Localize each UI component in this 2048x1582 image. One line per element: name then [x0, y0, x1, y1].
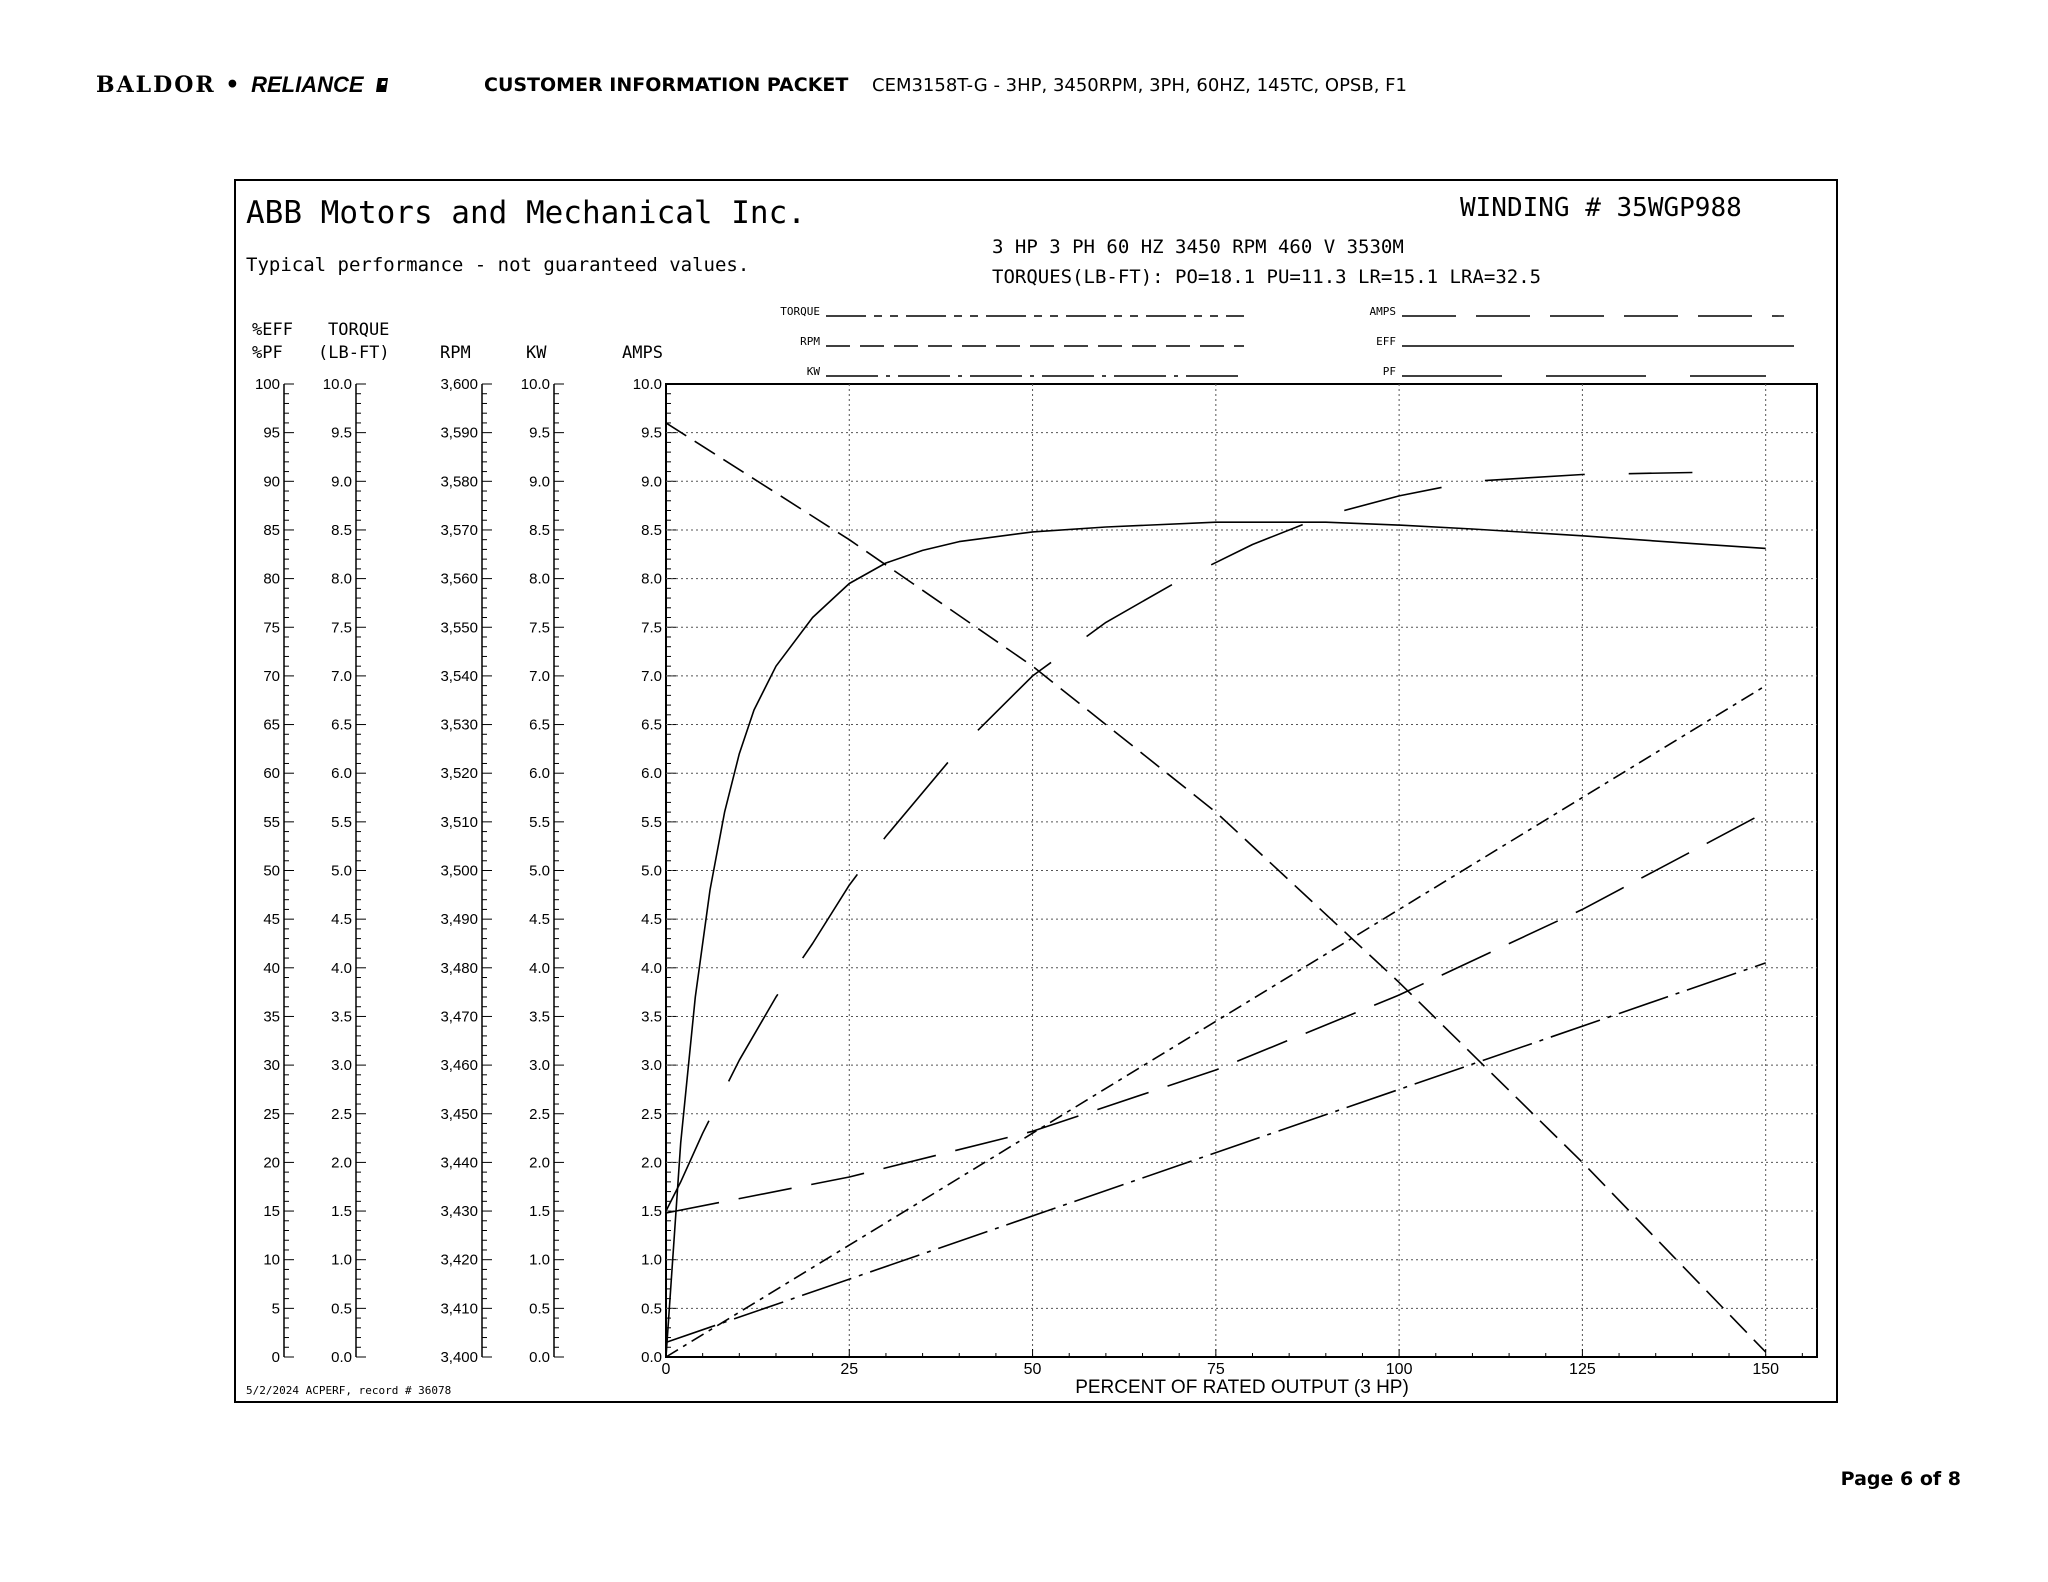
rpm-tick-label: 3,450 [440, 1105, 478, 1123]
amps-tick-label: 1.0 [641, 1251, 662, 1269]
amps-tick-label: 9.0 [641, 473, 662, 491]
amps-tick-label: 4.5 [641, 911, 662, 929]
rpm-tick-label: 3,440 [440, 1154, 478, 1172]
torque-lb-ft-tick-label: 7.0 [331, 667, 352, 685]
torque-lb-ft-tick-label: 4.5 [331, 911, 352, 929]
torque-lb-ft-tick-label: 6.5 [331, 716, 352, 734]
torque-unit-header: (LB-FT) [318, 343, 390, 363]
amps-tick-label: 0.0 [641, 1349, 662, 1366]
product-description: CEM3158T-G - 3HP, 3450RPM, 3PH, 60HZ, 145TC, OPSB, F1 [872, 75, 1407, 96]
typical-note: Typical performance - not guaranteed values. [246, 254, 750, 276]
kw-tick-label: 2.5 [529, 1105, 550, 1123]
rpm-tick-label: 3,510 [440, 813, 478, 831]
kw-tick-label: 3.0 [529, 1057, 550, 1075]
eff-pf-tick-label: 35 [263, 1008, 280, 1026]
eff-pf-tick-label: 65 [263, 716, 280, 734]
kw-tick-label: 4.0 [529, 959, 550, 977]
x-tick-label: 75 [1206, 1361, 1225, 1378]
eff-pf-tick-label: 0 [271, 1349, 280, 1366]
kw-tick-label: 1.5 [529, 1203, 550, 1221]
x-tick-label: 25 [840, 1361, 859, 1378]
logo-dot: • [225, 72, 242, 98]
amps-axis-header: AMPS [622, 343, 663, 363]
kw-tick-label: 5.5 [529, 813, 550, 831]
rpm-tick-label: 3,460 [440, 1057, 478, 1075]
rpm-tick-label: 3,420 [440, 1251, 478, 1269]
kw-tick-label: 5.0 [529, 862, 550, 880]
torque-lb-ft-tick-label: 5.5 [331, 813, 352, 831]
eff-pf-tick-label: 40 [263, 959, 280, 977]
torque-lb-ft-tick-label: 8.5 [331, 521, 352, 539]
eff-pf-tick-label: 85 [263, 521, 280, 539]
torque-lb-ft-tick-label: 9.5 [331, 424, 352, 442]
motor-ratings: 3 HP 3 PH 60 HZ 3450 RPM 460 V 3530M [992, 236, 1404, 258]
chart-legend [780, 305, 1794, 378]
reliance-mark-icon [375, 77, 389, 93]
amps-tick-label: 8.5 [641, 521, 662, 539]
record-footer: 5/2/2024 ACPERF, record # 36078 [246, 1384, 452, 1397]
rpm-tick-label: 3,540 [440, 667, 478, 685]
x-tick-label: 50 [1023, 1361, 1042, 1378]
kw-tick-label: 0.0 [529, 1349, 550, 1366]
legend-pf-label: PF [1382, 365, 1396, 378]
pf-series-line [666, 473, 1692, 1212]
kw-tick-label: 1.0 [529, 1251, 550, 1269]
amps-tick-label: 8.0 [641, 570, 662, 588]
amps-tick-label: 0.5 [641, 1300, 662, 1318]
page-header [96, 72, 1996, 112]
kw-tick-label: 3.5 [529, 1008, 550, 1026]
rpm-tick-label: 3,400 [440, 1349, 478, 1366]
rpm-tick-label: 3,520 [440, 765, 478, 783]
legend-rpm-label: RPM [800, 335, 820, 348]
eff-pf-tick-label: 80 [263, 570, 280, 588]
torque-lb-ft-tick-label: 7.5 [331, 619, 352, 637]
rpm-tick-label: 3,600 [440, 376, 478, 393]
kw-tick-label: 9.0 [529, 473, 550, 491]
kw-axis-header: KW [526, 343, 547, 363]
torque-lb-ft-tick-label: 3.5 [331, 1008, 352, 1026]
rpm-tick-label: 3,560 [440, 570, 478, 588]
rpm-tick-label: 3,500 [440, 862, 478, 880]
kw-tick-label: 4.5 [529, 911, 550, 929]
amps-tick-label: 10.0 [632, 376, 662, 393]
eff-pf-tick-label: 70 [263, 667, 280, 685]
eff-pf-tick-label: 90 [263, 473, 280, 491]
performance-chart-frame [234, 179, 1838, 1403]
torque-lb-ft-tick-label: 1.5 [331, 1203, 352, 1221]
rpm-axis-header: RPM [440, 343, 471, 363]
kw-tick-label: 0.5 [529, 1300, 550, 1318]
amps-tick-label: 3.0 [641, 1057, 662, 1075]
winding-number: WINDING # 35WGP988 [1460, 193, 1742, 223]
page-number: Page 6 of 8 [1840, 1468, 1961, 1490]
legend-amps-label: AMPS [1369, 305, 1396, 318]
left-axis-scales [255, 376, 676, 1366]
packet-title: CUSTOMER INFORMATION PACKET [484, 74, 849, 96]
torque-lb-ft-tick-label: 2.0 [331, 1154, 352, 1172]
eff-pf-tick-label: 25 [263, 1105, 280, 1123]
kw-tick-label: 6.5 [529, 716, 550, 734]
logo-right-text: RELIANCE [251, 72, 364, 97]
x-tick-label: 150 [1752, 1361, 1780, 1378]
pf-axis-header: %PF [252, 343, 283, 363]
torque-lb-ft-tick-label: 5.0 [331, 862, 352, 880]
performance-chart [236, 181, 1836, 1401]
rpm-tick-label: 3,470 [440, 1008, 478, 1026]
legend-eff-label: EFF [1376, 335, 1396, 348]
torque-lb-ft-tick-label: 0.5 [331, 1300, 352, 1318]
amps-tick-label: 6.0 [641, 765, 662, 783]
eff-pf-tick-label: 45 [263, 911, 280, 929]
torque-lb-ft-tick-label: 10.0 [322, 376, 352, 393]
torque-values: TORQUES(LB-FT): PO=18.1 PU=11.3 LR=15.1 LRA=32.5 [992, 266, 1542, 288]
eff-pf-tick-label: 5 [271, 1300, 280, 1318]
eff-pf-tick-label: 95 [263, 424, 280, 442]
kw-tick-label: 7.0 [529, 667, 550, 685]
x-axis-label: PERCENT OF RATED OUTPUT (3 HP) [1075, 1377, 1409, 1398]
torque-lb-ft-tick-label: 0.0 [331, 1349, 352, 1366]
torque-lb-ft-tick-label: 3.0 [331, 1057, 352, 1075]
amps-tick-label: 2.5 [641, 1105, 662, 1123]
torque-series-line [666, 686, 1766, 1357]
torque-axis-header: TORQUE [328, 320, 390, 340]
kw-tick-label: 9.5 [529, 424, 550, 442]
torque-lb-ft-tick-label: 4.0 [331, 959, 352, 977]
rpm-tick-label: 3,530 [440, 716, 478, 734]
legend-kw-label: KW [806, 365, 820, 378]
torque-lb-ft-tick-label: 2.5 [331, 1105, 352, 1123]
kw-tick-label: 7.5 [529, 619, 550, 637]
baldor-reliance-logo [96, 72, 387, 98]
kw-tick-label: 2.0 [529, 1154, 550, 1172]
torque-lb-ft-tick-label: 1.0 [331, 1251, 352, 1269]
kw-tick-label: 6.0 [529, 765, 550, 783]
amps-tick-label: 5.0 [641, 862, 662, 880]
eff-axis-header: %EFF [252, 320, 293, 340]
rpm-tick-label: 3,570 [440, 521, 478, 539]
rpm-tick-label: 3,480 [440, 959, 478, 977]
amps-tick-label: 7.5 [641, 619, 662, 637]
amps-tick-label: 7.0 [641, 667, 662, 685]
amps-tick-label: 4.0 [641, 959, 662, 977]
eff-pf-tick-label: 100 [254, 376, 280, 393]
rpm-tick-label: 3,590 [440, 424, 478, 442]
amps-tick-label: 9.5 [641, 424, 662, 442]
eff-pf-tick-label: 10 [263, 1251, 280, 1269]
amps-tick-label: 2.0 [641, 1154, 662, 1172]
amps-tick-label: 3.5 [641, 1008, 662, 1026]
kw-tick-label: 8.0 [529, 570, 550, 588]
eff-pf-tick-label: 50 [263, 862, 280, 880]
x-tick-label: 125 [1569, 1361, 1596, 1378]
kw-tick-label: 10.0 [520, 376, 550, 393]
amps-tick-label: 1.5 [641, 1203, 662, 1221]
rpm-tick-label: 3,430 [440, 1203, 478, 1221]
rpm-tick-label: 3,580 [440, 473, 478, 491]
x-tick-label: 100 [1385, 1361, 1413, 1378]
torque-lb-ft-tick-label: 6.0 [331, 765, 352, 783]
rpm-tick-label: 3,410 [440, 1300, 478, 1318]
amps-tick-label: 6.5 [641, 716, 662, 734]
eff-pf-tick-label: 30 [263, 1057, 280, 1075]
plot-area [662, 384, 1817, 1378]
x-tick-label: 0 [661, 1361, 671, 1378]
logo-left-text: BALDOR [96, 72, 216, 98]
torque-lb-ft-tick-label: 8.0 [331, 570, 352, 588]
kw-tick-label: 8.5 [529, 521, 550, 539]
eff-pf-tick-label: 60 [263, 765, 280, 783]
rpm-tick-label: 3,490 [440, 911, 478, 929]
legend-torque-label: TORQUE [780, 305, 820, 318]
torque-lb-ft-tick-label: 9.0 [331, 473, 352, 491]
rpm-tick-label: 3,550 [440, 619, 478, 637]
eff-pf-tick-label: 15 [263, 1203, 280, 1221]
eff-pf-tick-label: 20 [263, 1154, 280, 1172]
amps-tick-label: 5.5 [641, 813, 662, 831]
eff-pf-tick-label: 55 [263, 813, 280, 831]
eff-pf-tick-label: 75 [263, 619, 280, 637]
company-name: ABB Motors and Mechanical Inc. [246, 195, 806, 231]
